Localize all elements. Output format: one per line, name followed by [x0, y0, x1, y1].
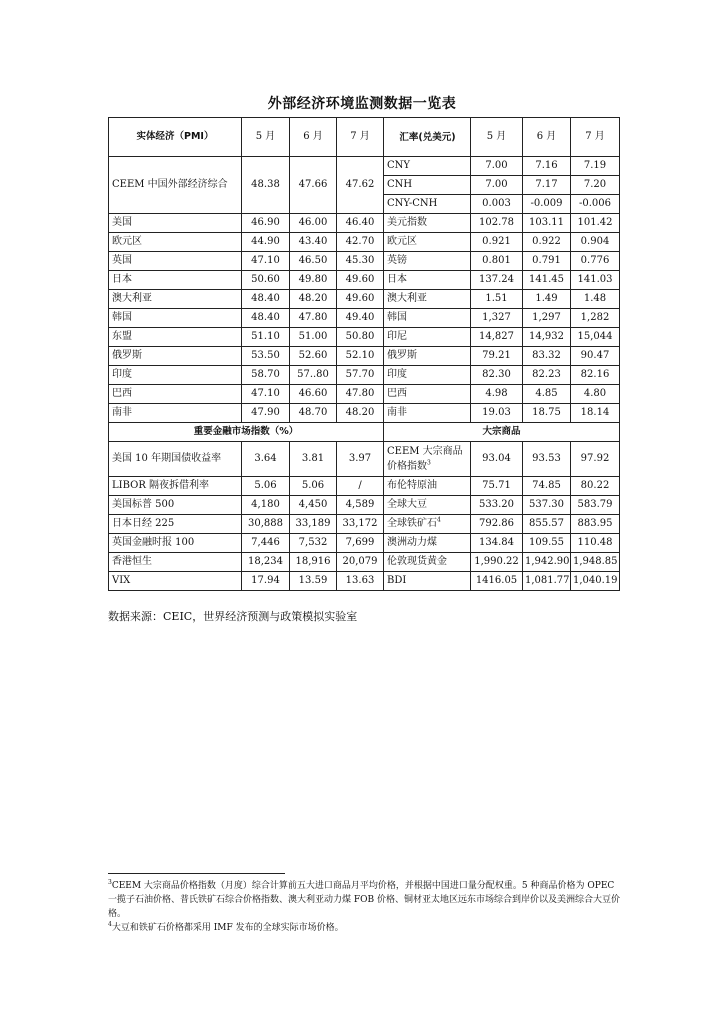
footnote-3 — [108, 879, 623, 921]
fx-value: 19.03 — [471, 404, 523, 423]
fx-value: 0.776 — [571, 252, 620, 271]
fx-cny-label: CNY — [384, 157, 471, 176]
footnote-text: CEEM 大宗商品价格指数（月度）综合计算前五大进口商品月平均价格，并根据中国进口量分配权重。5 种商品价格为 OPEC 一揽子石油价格、普氏铁矿石综合价格指数、澳大利亚动力煤 FOB 价格、铜材亚太地区远东市场综合到岸价以及美洲综合大豆价格。 — [108, 881, 620, 919]
fx-value: 4.98 — [471, 385, 523, 404]
table-row — [109, 366, 620, 385]
fx-header: 汇率(兑美元) — [384, 118, 471, 157]
pmi-value: 48.40 — [242, 309, 290, 328]
fx-value: 0.801 — [471, 252, 523, 271]
commodity-value: 855.57 — [523, 515, 571, 534]
finance-value: 7,532 — [290, 534, 337, 553]
fx-cny-value: 7.20 — [571, 176, 620, 195]
fx-month-header: 7 月 — [571, 118, 620, 157]
commodity-value: 533.20 — [471, 496, 523, 515]
footnote-4 — [108, 921, 623, 935]
fx-country-label: 韩国 — [384, 309, 471, 328]
finance-value: 4,589 — [337, 496, 384, 515]
commodity-label — [384, 534, 471, 553]
footnotes — [108, 879, 623, 935]
commodity-value: 1,948.85 — [571, 553, 620, 572]
finance-label: 香港恒生 — [109, 553, 242, 572]
pmi-value: 46.00 — [290, 214, 337, 233]
commodity-header: 大宗商品 — [384, 423, 620, 442]
finance-label: LIBOR 隔夜拆借利率 — [109, 477, 242, 496]
pmi-value: 47.80 — [290, 309, 337, 328]
finance-value: 7,699 — [337, 534, 384, 553]
page-title: 外部经济环境监测数据一览表 — [267, 96, 457, 112]
commodity-value: 583.79 — [571, 496, 620, 515]
pmi-ceem-value: 47.62 — [337, 157, 384, 214]
pmi-value: 46.40 — [337, 214, 384, 233]
finance-header: 重要金融市场指数（%） — [109, 423, 384, 442]
pmi-country-label: 日本 — [109, 271, 242, 290]
footnote-ref: 4 — [437, 516, 441, 524]
fx-value: 79.21 — [471, 347, 523, 366]
pmi-country-label: 巴西 — [109, 385, 242, 404]
commodity-value: 74.85 — [523, 477, 571, 496]
data-source: 数据来源：CEIC，世界经济预测与政策模拟实验室 — [108, 610, 358, 623]
fx-cny-value: 7.00 — [471, 157, 523, 176]
fx-value: 1.49 — [523, 290, 571, 309]
pmi-value: 50.80 — [337, 328, 384, 347]
fx-value: 18.14 — [571, 404, 620, 423]
fx-value: 1,327 — [471, 309, 523, 328]
data-table — [108, 117, 620, 591]
fx-value: 1,282 — [571, 309, 620, 328]
pmi-country-label: 美国 — [109, 214, 242, 233]
fx-value: 14,827 — [471, 328, 523, 347]
table-row — [109, 233, 620, 252]
fx-value: 1.48 — [571, 290, 620, 309]
finance-value: 3.97 — [337, 442, 384, 477]
fx-value: 0.922 — [523, 233, 571, 252]
table-row — [109, 496, 620, 515]
fx-value: 82.23 — [523, 366, 571, 385]
commodity-ceem-value: 93.53 — [523, 442, 571, 477]
finance-value: 4,180 — [242, 496, 290, 515]
commodity-label-text: 全球铁矿石 — [387, 518, 437, 529]
fx-value: 18.75 — [523, 404, 571, 423]
fx-value: 141.45 — [523, 271, 571, 290]
commodity-value: 537.30 — [523, 496, 571, 515]
footnote-mark: 4 — [108, 921, 112, 928]
pmi-value: 45.30 — [337, 252, 384, 271]
pmi-value: 57..80 — [290, 366, 337, 385]
commodity-label — [384, 496, 471, 515]
pmi-value: 48.70 — [290, 404, 337, 423]
fx-country-label: 俄罗斯 — [384, 347, 471, 366]
commodity-label-text: 伦敦现货黄金 — [387, 556, 447, 567]
fx-value: 1,297 — [523, 309, 571, 328]
fx-value: 1.51 — [471, 290, 523, 309]
pmi-value: 51.10 — [242, 328, 290, 347]
commodity-label — [384, 477, 471, 496]
commodity-value: 1,990.22 — [471, 553, 523, 572]
pmi-value: 52.60 — [290, 347, 337, 366]
fx-value: 90.47 — [571, 347, 620, 366]
fx-value: 0.904 — [571, 233, 620, 252]
pmi-value: 47.80 — [337, 385, 384, 404]
pmi-country-label: 南非 — [109, 404, 242, 423]
commodity-value: 1,040.19 — [571, 572, 620, 591]
fx-value: 0.921 — [471, 233, 523, 252]
fx-month-header: 5 月 — [471, 118, 523, 157]
fx-country-label: 南非 — [384, 404, 471, 423]
commodity-label-text: BDI — [387, 575, 407, 586]
footnote-text: 大豆和铁矿石价格都采用 IMF 发布的全球实际市场价格。 — [111, 923, 344, 933]
country-rows — [109, 214, 620, 423]
fx-value: 0.791 — [523, 252, 571, 271]
commodity-label — [384, 553, 471, 572]
finance-label: 英国金融时报 100 — [109, 534, 242, 553]
table-row — [109, 534, 620, 553]
fx-cny-value: 7.00 — [471, 176, 523, 195]
fx-value: 101.42 — [571, 214, 620, 233]
finance-label: 美国 10 年期国债收益率 — [109, 442, 242, 477]
commodity-value: 1,942.90 — [523, 553, 571, 572]
market-rows — [109, 477, 620, 591]
finance-value: 3.64 — [242, 442, 290, 477]
pmi-country-label: 韩国 — [109, 309, 242, 328]
finance-value: 5.06 — [290, 477, 337, 496]
fx-value: 4.85 — [523, 385, 571, 404]
pmi-value: 46.90 — [242, 214, 290, 233]
commodity-value: 792.86 — [471, 515, 523, 534]
finance-label: 日本日经 225 — [109, 515, 242, 534]
pmi-value: 46.50 — [290, 252, 337, 271]
fx-value: 82.30 — [471, 366, 523, 385]
fx-cny-value: 7.16 — [523, 157, 571, 176]
finance-value: 33,189 — [290, 515, 337, 534]
finance-value: 30,888 — [242, 515, 290, 534]
pmi-header: 实体经济（PMI） — [109, 118, 242, 157]
fx-country-label: 澳大利亚 — [384, 290, 471, 309]
fx-value: 103.11 — [523, 214, 571, 233]
commodity-value: 75.71 — [471, 477, 523, 496]
finance-value: 3.81 — [290, 442, 337, 477]
commodity-ceem-value: 97.92 — [571, 442, 620, 477]
fx-cny-value: 7.17 — [523, 176, 571, 195]
fx-cny-value: 0.003 — [471, 195, 523, 214]
finance-value: 7,446 — [242, 534, 290, 553]
table-row — [109, 553, 620, 572]
commodity-value: 80.22 — [571, 477, 620, 496]
finance-value: 5.06 — [242, 477, 290, 496]
pmi-country-label: 印度 — [109, 366, 242, 385]
pmi-country-label: 英国 — [109, 252, 242, 271]
pmi-value: 53.50 — [242, 347, 290, 366]
table-row — [109, 309, 620, 328]
fx-month-header: 6 月 — [523, 118, 571, 157]
fx-cny-label: CNY-CNH — [384, 195, 471, 214]
pmi-value: 47.10 — [242, 252, 290, 271]
pmi-value: 46.60 — [290, 385, 337, 404]
table-row — [109, 214, 620, 233]
fx-country-label: 印尼 — [384, 328, 471, 347]
table-row — [109, 404, 620, 423]
pmi-value: 57.70 — [337, 366, 384, 385]
fx-value: 83.32 — [523, 347, 571, 366]
pmi-value: 44.90 — [242, 233, 290, 252]
finance-value: 13.63 — [337, 572, 384, 591]
pmi-value: 48.20 — [337, 404, 384, 423]
finance-label: 美国标普 500 — [109, 496, 242, 515]
fx-country-label: 美元指数 — [384, 214, 471, 233]
commodity-label — [384, 572, 471, 591]
commodity-value: 109.55 — [523, 534, 571, 553]
pmi-ceem-value: 47.66 — [290, 157, 337, 214]
fx-value: 137.24 — [471, 271, 523, 290]
table-row — [109, 385, 620, 404]
footnote-divider — [108, 873, 285, 874]
pmi-month-header: 7 月 — [337, 118, 384, 157]
fx-country-label: 日本 — [384, 271, 471, 290]
pmi-value: 52.10 — [337, 347, 384, 366]
finance-value: 20,079 — [337, 553, 384, 572]
table-row — [109, 290, 620, 309]
pmi-value: 50.60 — [242, 271, 290, 290]
table-row — [109, 271, 620, 290]
pmi-value: 47.10 — [242, 385, 290, 404]
fx-cny-value: 7.19 — [571, 157, 620, 176]
finance-value: 13.59 — [290, 572, 337, 591]
finance-value: 18,916 — [290, 553, 337, 572]
pmi-value: 49.60 — [337, 271, 384, 290]
fx-country-label: 英镑 — [384, 252, 471, 271]
fx-value: 141.03 — [571, 271, 620, 290]
table-row — [109, 328, 620, 347]
fx-cny-value: -0.009 — [523, 195, 571, 214]
commodity-label-text: 澳洲动力煤 — [387, 537, 437, 548]
commodity-ceem-label — [384, 442, 471, 477]
fx-cny-value: -0.006 — [571, 195, 620, 214]
fx-value: 15,044 — [571, 328, 620, 347]
commodity-value: 1,081.77 — [523, 572, 571, 591]
finance-value: 18,234 — [242, 553, 290, 572]
pmi-value: 51.00 — [290, 328, 337, 347]
finance-value: 4,450 — [290, 496, 337, 515]
finance-value: 33,172 — [337, 515, 384, 534]
commodity-value: 883.95 — [571, 515, 620, 534]
pmi-value: 49.60 — [337, 290, 384, 309]
finance-label: VIX — [109, 572, 242, 591]
footnote-ref: 3 — [427, 459, 431, 467]
table-row — [109, 572, 620, 591]
pmi-country-label: 俄罗斯 — [109, 347, 242, 366]
pmi-value: 48.40 — [242, 290, 290, 309]
commodity-value: 134.84 — [471, 534, 523, 553]
pmi-country-label: 欧元区 — [109, 233, 242, 252]
fx-value: 102.78 — [471, 214, 523, 233]
table-row — [109, 515, 620, 534]
pmi-ceem-label: CEEM 中国外部经济综合 — [109, 157, 242, 214]
pmi-value: 49.80 — [290, 271, 337, 290]
pmi-value: 48.20 — [290, 290, 337, 309]
commodity-label-text: 全球大豆 — [387, 499, 427, 510]
fx-country-label: 印度 — [384, 366, 471, 385]
table-row — [109, 252, 620, 271]
pmi-month-header: 6 月 — [290, 118, 337, 157]
fx-country-label: 巴西 — [384, 385, 471, 404]
commodity-ceem-value: 93.04 — [471, 442, 523, 477]
pmi-value: 49.40 — [337, 309, 384, 328]
commodity-value: 1416.05 — [471, 572, 523, 591]
table-row — [109, 347, 620, 366]
pmi-value: 47.90 — [242, 404, 290, 423]
commodity-ceem-text: CEEM 大宗商品价格指数 — [387, 446, 463, 472]
pmi-ceem-value: 48.38 — [242, 157, 290, 214]
fx-cny-label: CNH — [384, 176, 471, 195]
table-row — [109, 477, 620, 496]
finance-value: 17.94 — [242, 572, 290, 591]
pmi-country-label: 东盟 — [109, 328, 242, 347]
commodity-label-text: 布伦特原油 — [387, 480, 437, 491]
fx-value: 14,932 — [523, 328, 571, 347]
fx-value: 82.16 — [571, 366, 620, 385]
pmi-value: 58.70 — [242, 366, 290, 385]
fx-country-label: 欧元区 — [384, 233, 471, 252]
commodity-value: 110.48 — [571, 534, 620, 553]
pmi-value: 42.70 — [337, 233, 384, 252]
commodity-label — [384, 515, 471, 534]
pmi-month-header: 5 月 — [242, 118, 290, 157]
pmi-country-label: 澳大利亚 — [109, 290, 242, 309]
pmi-value: 43.40 — [290, 233, 337, 252]
fx-value: 4.80 — [571, 385, 620, 404]
footnote-mark: 3 — [108, 879, 112, 886]
finance-value: / — [337, 477, 384, 496]
